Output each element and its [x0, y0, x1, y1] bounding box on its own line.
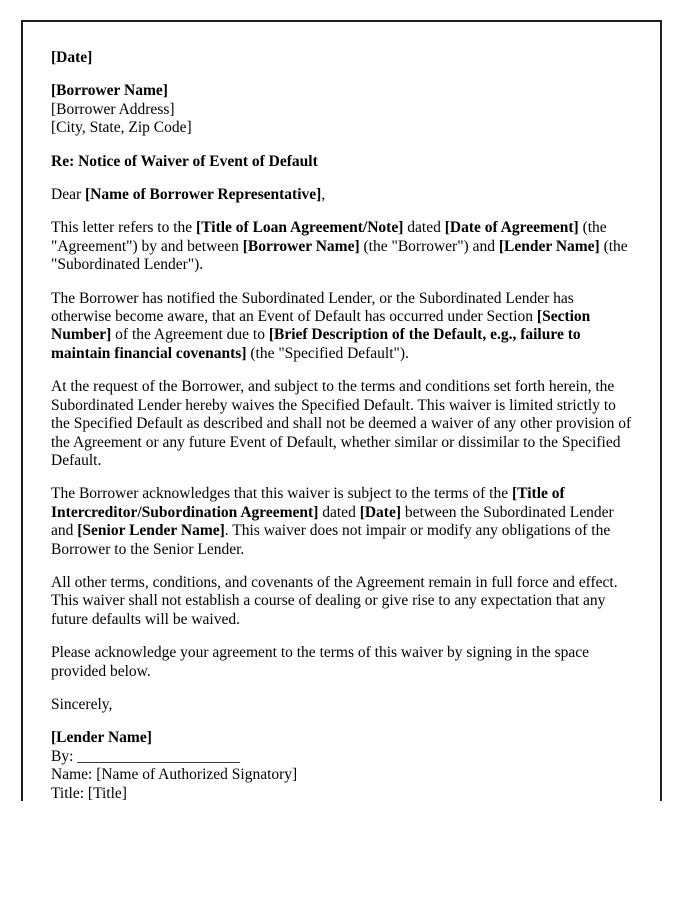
- paragraph-intercreditor-acknowledgment: [51, 485, 632, 559]
- signature-by-line: [51, 748, 632, 766]
- placeholder-text: [Lender Name]: [498, 237, 600, 255]
- letter-document: [21, 20, 662, 801]
- placeholder-text: [Date of Agreement]: [444, 219, 579, 237]
- body-text: (the "Subordinated Lender").: [51, 237, 628, 274]
- body-text: . This waiver does not impair or modify any obligations of the Borrower to the Senior Lender.: [51, 522, 611, 558]
- recipient-address-block: [51, 82, 632, 137]
- placeholder-text: [Borrower Name]: [242, 237, 360, 255]
- body-text: Sincerely,: [51, 695, 113, 713]
- placeholder-text: [Name of Borrower Representative]: [85, 186, 322, 204]
- body-text: [Borrower Address]: [51, 100, 175, 118]
- body-text: [City, State, Zip Code]: [51, 119, 192, 137]
- paragraph-waiver-grant: [51, 378, 632, 470]
- body-text: (the "Specified Default").: [246, 344, 409, 362]
- placeholder-text: [Date]: [51, 49, 93, 66]
- body-text: All other terms, conditions, and covenants of the Agreement remain in full force and effect. This waiver shall not establish a course of dealing or give rise to any expectation that any future defaults will be waived.: [51, 573, 618, 628]
- signature-name-line: [51, 766, 632, 784]
- body-text: Please acknowledge your agreement to the terms of this waiver by signing in the space provided below.: [51, 644, 590, 680]
- body-text: ,: [321, 186, 326, 204]
- paragraph-terms-remain: [51, 574, 632, 629]
- body-text: between the Subordinated Lender and: [51, 503, 614, 540]
- recipient-address-line: [51, 101, 632, 119]
- placeholder-text: [Section Number]: [51, 308, 591, 344]
- body-text: dated: [318, 503, 360, 521]
- recipient-city-line: [51, 119, 632, 137]
- body-text: The Borrower has notified the Subordinated Lender, or the Subordinated Lender has otherwise become aware, that an Event of Default has occurred under Section: [51, 289, 574, 326]
- placeholder-text: [Title of Loan Agreement/Note]: [196, 219, 404, 237]
- body-text: By: _____________________: [51, 747, 241, 765]
- body-text: (the "Agreement") by and between: [51, 219, 607, 255]
- placeholder-text: Re: Notice of Waiver of Event of Default: [51, 152, 318, 170]
- placeholder-text: [Brief Description of the Default, e.g., failure to maintain financial covenants]: [51, 326, 581, 362]
- paragraph-default-notification: [51, 290, 632, 364]
- placeholder-text: [Title of Intercreditor/Subordination Agreement]: [51, 485, 565, 521]
- signature-lender-name: [51, 729, 632, 747]
- body-text: Dear: [51, 186, 85, 204]
- body-text: The Borrower acknowledges that this waiver is subject to the terms of the: [51, 485, 512, 503]
- body-text: At the request of the Borrower, and subject to the terms and conditions set forth herein, the Subordinated Lender hereby waives the Specified Default. This waiver is limited strictly to the Specified Default as described and shall not be deemed a waiver of any other provision of the Agreement or any future Event of Default, whether similar or dissimilar to the Specified Default.: [51, 378, 632, 469]
- placeholder-text: [Date]: [359, 503, 402, 521]
- body-text: This letter refers to the: [51, 219, 197, 237]
- body-text: (the "Borrower") and: [359, 237, 499, 255]
- date-line: [51, 49, 632, 67]
- salutation-line: [51, 186, 632, 204]
- recipient-name-line: [51, 82, 632, 100]
- body-text: dated: [403, 219, 445, 237]
- signature-title-line: [51, 785, 632, 803]
- closing-line: [51, 696, 632, 714]
- signature-block: [51, 729, 632, 803]
- placeholder-text: [Borrower Name]: [51, 82, 168, 100]
- body-text: of the Agreement due to: [111, 326, 269, 344]
- paragraph-agreement-reference: [51, 219, 632, 274]
- body-text: Name: [Name of Authorized Signatory]: [51, 766, 298, 784]
- subject-line: [51, 153, 632, 171]
- placeholder-text: [Lender Name]: [51, 729, 152, 747]
- placeholder-text: [Senior Lender Name]: [77, 522, 225, 540]
- body-text: Title: [Title]: [51, 784, 127, 802]
- paragraph-acknowledge-request: [51, 644, 632, 681]
